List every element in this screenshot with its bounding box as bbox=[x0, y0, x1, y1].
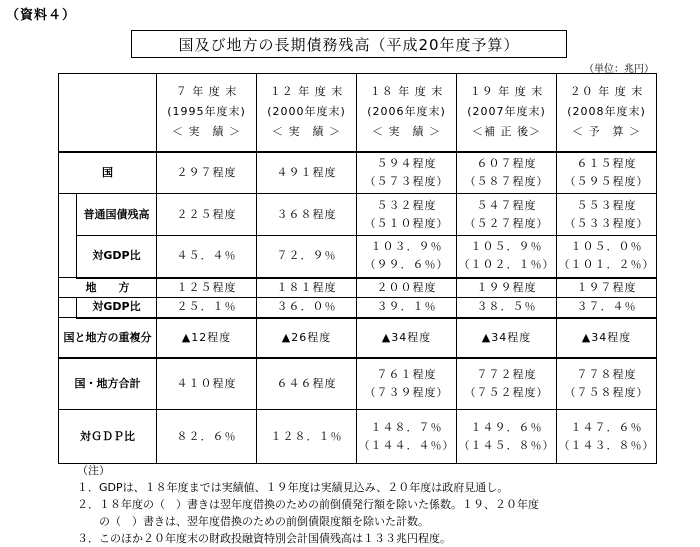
value-cell: ▲34程度 bbox=[357, 318, 457, 358]
row-label: 地 方 bbox=[59, 278, 157, 298]
value-main: ８２．６％ bbox=[176, 429, 237, 443]
document-label: （資料４） bbox=[6, 8, 77, 23]
row-label: 国 bbox=[59, 152, 157, 194]
value-sub: （９９．６％） bbox=[364, 258, 449, 272]
value-sub: （７５８程度） bbox=[564, 385, 649, 399]
value-sub: （１４３．８％） bbox=[558, 438, 655, 452]
value-sub: （７５２程度） bbox=[464, 385, 549, 399]
row-label: 国・地方合計 bbox=[59, 358, 157, 410]
value-main: ４５．４％ bbox=[176, 249, 237, 263]
column-header bbox=[157, 74, 257, 152]
row-label: 対GDP比 bbox=[77, 236, 157, 278]
value-main: １２８．１％ bbox=[270, 429, 343, 443]
indent-cell bbox=[59, 236, 77, 278]
column-gregorian: (2007年度末) bbox=[467, 105, 546, 119]
column-year: １９ 年 度 末 bbox=[469, 85, 544, 99]
row-total bbox=[59, 358, 657, 410]
note-item: １．GDPは、１８年度までは実績値、１９年度は実績見込み、２０年度は政府見通し。 bbox=[77, 481, 509, 494]
row-total-gdp bbox=[59, 410, 657, 464]
value-cell: ▲26程度 bbox=[257, 318, 357, 358]
value-main: １０５．０％ bbox=[570, 240, 643, 254]
value-main: ２２５程度 bbox=[176, 207, 237, 221]
value-cell bbox=[457, 236, 557, 278]
value-cell bbox=[457, 358, 557, 410]
row-label: 対ＧＤＰ比 bbox=[59, 410, 157, 464]
value-sub: （１０１．２％） bbox=[558, 258, 655, 272]
value-sub: （１４５．８％） bbox=[458, 438, 555, 452]
value-cell: ３９．１％ bbox=[357, 298, 457, 318]
value-cell: １８１程度 bbox=[257, 278, 357, 298]
row-bonds-gdp bbox=[59, 236, 657, 278]
column-year: ７ 年 度 末 bbox=[175, 85, 238, 99]
column-status: ＜ 予 算 ＞ bbox=[572, 125, 641, 139]
value-cell bbox=[457, 152, 557, 194]
value-cell bbox=[157, 410, 257, 464]
value-cell bbox=[357, 358, 457, 410]
value-cell bbox=[157, 152, 257, 194]
value-cell bbox=[357, 236, 457, 278]
note-item: ２．１８年度の（ ）書きは翌年度借換のための前倒債発行額を除いた係数。１９、２０年度 bbox=[77, 498, 539, 511]
value-main: １０５．９％ bbox=[470, 240, 543, 254]
debt-table-wrapper bbox=[58, 73, 656, 463]
value-main: ７７８程度 bbox=[576, 367, 637, 381]
value-main: ５９４程度 bbox=[376, 156, 437, 170]
row-bonds bbox=[59, 194, 657, 236]
value-cell bbox=[257, 410, 357, 464]
column-gregorian: (2000年度末) bbox=[267, 105, 346, 119]
column-year: １２ 年 度 末 bbox=[269, 85, 344, 99]
value-cell: ３７．４％ bbox=[557, 298, 657, 318]
note-item: ３．このほか２０年度末の財政投融資特別会計国債残高は１３３兆円程度。 bbox=[77, 532, 451, 545]
value-cell: ▲34程度 bbox=[457, 318, 557, 358]
value-cell: ▲12程度 bbox=[157, 318, 257, 358]
value-main: ７２．９％ bbox=[276, 249, 337, 263]
value-cell bbox=[257, 358, 357, 410]
value-sub: （５１０程度） bbox=[364, 216, 449, 230]
value-cell bbox=[257, 152, 357, 194]
row-label: 対GDP比 bbox=[77, 298, 157, 318]
value-cell bbox=[157, 358, 257, 410]
value-main: １４９．６％ bbox=[470, 420, 543, 434]
value-main: ６０７程度 bbox=[476, 156, 537, 170]
value-main: ６４６程度 bbox=[276, 376, 337, 390]
value-sub: （５３３程度） bbox=[564, 216, 649, 230]
debt-table bbox=[58, 73, 657, 464]
notes-header: （注） bbox=[77, 464, 110, 477]
unit-label: （単位：兆円） bbox=[584, 64, 654, 75]
value-cell bbox=[157, 236, 257, 278]
note-item: の（ ）書きは、翌年度借換のための前倒債限度額を除いた計数。 bbox=[77, 515, 429, 528]
value-cell bbox=[357, 152, 457, 194]
indent-cell bbox=[59, 194, 77, 236]
value-cell: １９７程度 bbox=[557, 278, 657, 298]
value-main: ５３２程度 bbox=[376, 198, 437, 212]
value-cell bbox=[357, 410, 457, 464]
value-cell bbox=[157, 194, 257, 236]
notes bbox=[77, 462, 677, 547]
value-sub: （１０２．１％） bbox=[458, 258, 555, 272]
column-header bbox=[257, 74, 357, 152]
column-header bbox=[557, 74, 657, 152]
value-cell: ２５．１％ bbox=[157, 298, 257, 318]
value-cell bbox=[557, 358, 657, 410]
value-cell bbox=[457, 410, 557, 464]
column-status: ＜補 正 後＞ bbox=[472, 125, 541, 139]
value-main: ３６８程度 bbox=[276, 207, 337, 221]
value-main: ６１５程度 bbox=[576, 156, 637, 170]
column-header bbox=[457, 74, 557, 152]
indent-cell bbox=[59, 298, 77, 318]
value-main: ７７２程度 bbox=[476, 367, 537, 381]
column-header bbox=[357, 74, 457, 152]
value-sub: （１４４．４％） bbox=[358, 438, 455, 452]
value-sub: （５７３程度） bbox=[364, 174, 449, 188]
value-cell: １２５程度 bbox=[157, 278, 257, 298]
value-sub: （５２７程度） bbox=[464, 216, 549, 230]
value-main: ５５３程度 bbox=[576, 198, 637, 212]
column-year: １８ 年 度 末 bbox=[369, 85, 444, 99]
value-main: ４１０程度 bbox=[176, 376, 237, 390]
column-year: ２０ 年 度 末 bbox=[569, 85, 644, 99]
value-main: １０３．９％ bbox=[370, 240, 443, 254]
row-label: 普通国債残高 bbox=[77, 194, 157, 236]
value-cell: ▲34程度 bbox=[557, 318, 657, 358]
header-corner-cell bbox=[59, 74, 157, 152]
row-national bbox=[59, 152, 657, 194]
value-cell: ３６．０％ bbox=[257, 298, 357, 318]
column-status: ＜ 実 績 ＞ bbox=[172, 125, 241, 139]
value-cell: １９９程度 bbox=[457, 278, 557, 298]
row-label: 国と地方の重複分 bbox=[59, 318, 157, 358]
value-cell bbox=[257, 194, 357, 236]
value-cell: ３８．５％ bbox=[457, 298, 557, 318]
column-gregorian: (1995年度末) bbox=[167, 105, 246, 119]
header-row bbox=[59, 74, 657, 152]
value-sub: （５９５程度） bbox=[564, 174, 649, 188]
value-main: １４８．７％ bbox=[370, 420, 443, 434]
column-status: ＜ 実 績 ＞ bbox=[272, 125, 341, 139]
column-gregorian: (2006年度末) bbox=[367, 105, 446, 119]
value-cell bbox=[557, 410, 657, 464]
row-overlap bbox=[59, 318, 657, 358]
value-main: １４７．６％ bbox=[570, 420, 643, 434]
value-main: ２９７程度 bbox=[176, 165, 237, 179]
column-status: ＜ 実 績 ＞ bbox=[372, 125, 441, 139]
value-cell bbox=[457, 194, 557, 236]
value-main: ４９１程度 bbox=[276, 165, 337, 179]
value-cell: ２００程度 bbox=[357, 278, 457, 298]
column-gregorian: (2008年度末) bbox=[567, 105, 646, 119]
page-title bbox=[131, 30, 567, 58]
value-sub: （７３９程度） bbox=[364, 385, 449, 399]
value-cell bbox=[557, 152, 657, 194]
value-main: ５４７程度 bbox=[476, 198, 537, 212]
value-cell bbox=[257, 236, 357, 278]
value-cell bbox=[357, 194, 457, 236]
value-sub: （５８７程度） bbox=[464, 174, 549, 188]
page-title-text: 国及び地方の長期債務残高（平成20年度予算） bbox=[178, 35, 520, 54]
row-local bbox=[59, 278, 657, 298]
value-main: ７６１程度 bbox=[376, 367, 437, 381]
value-cell bbox=[557, 194, 657, 236]
value-cell bbox=[557, 236, 657, 278]
row-local-gdp bbox=[59, 298, 657, 318]
